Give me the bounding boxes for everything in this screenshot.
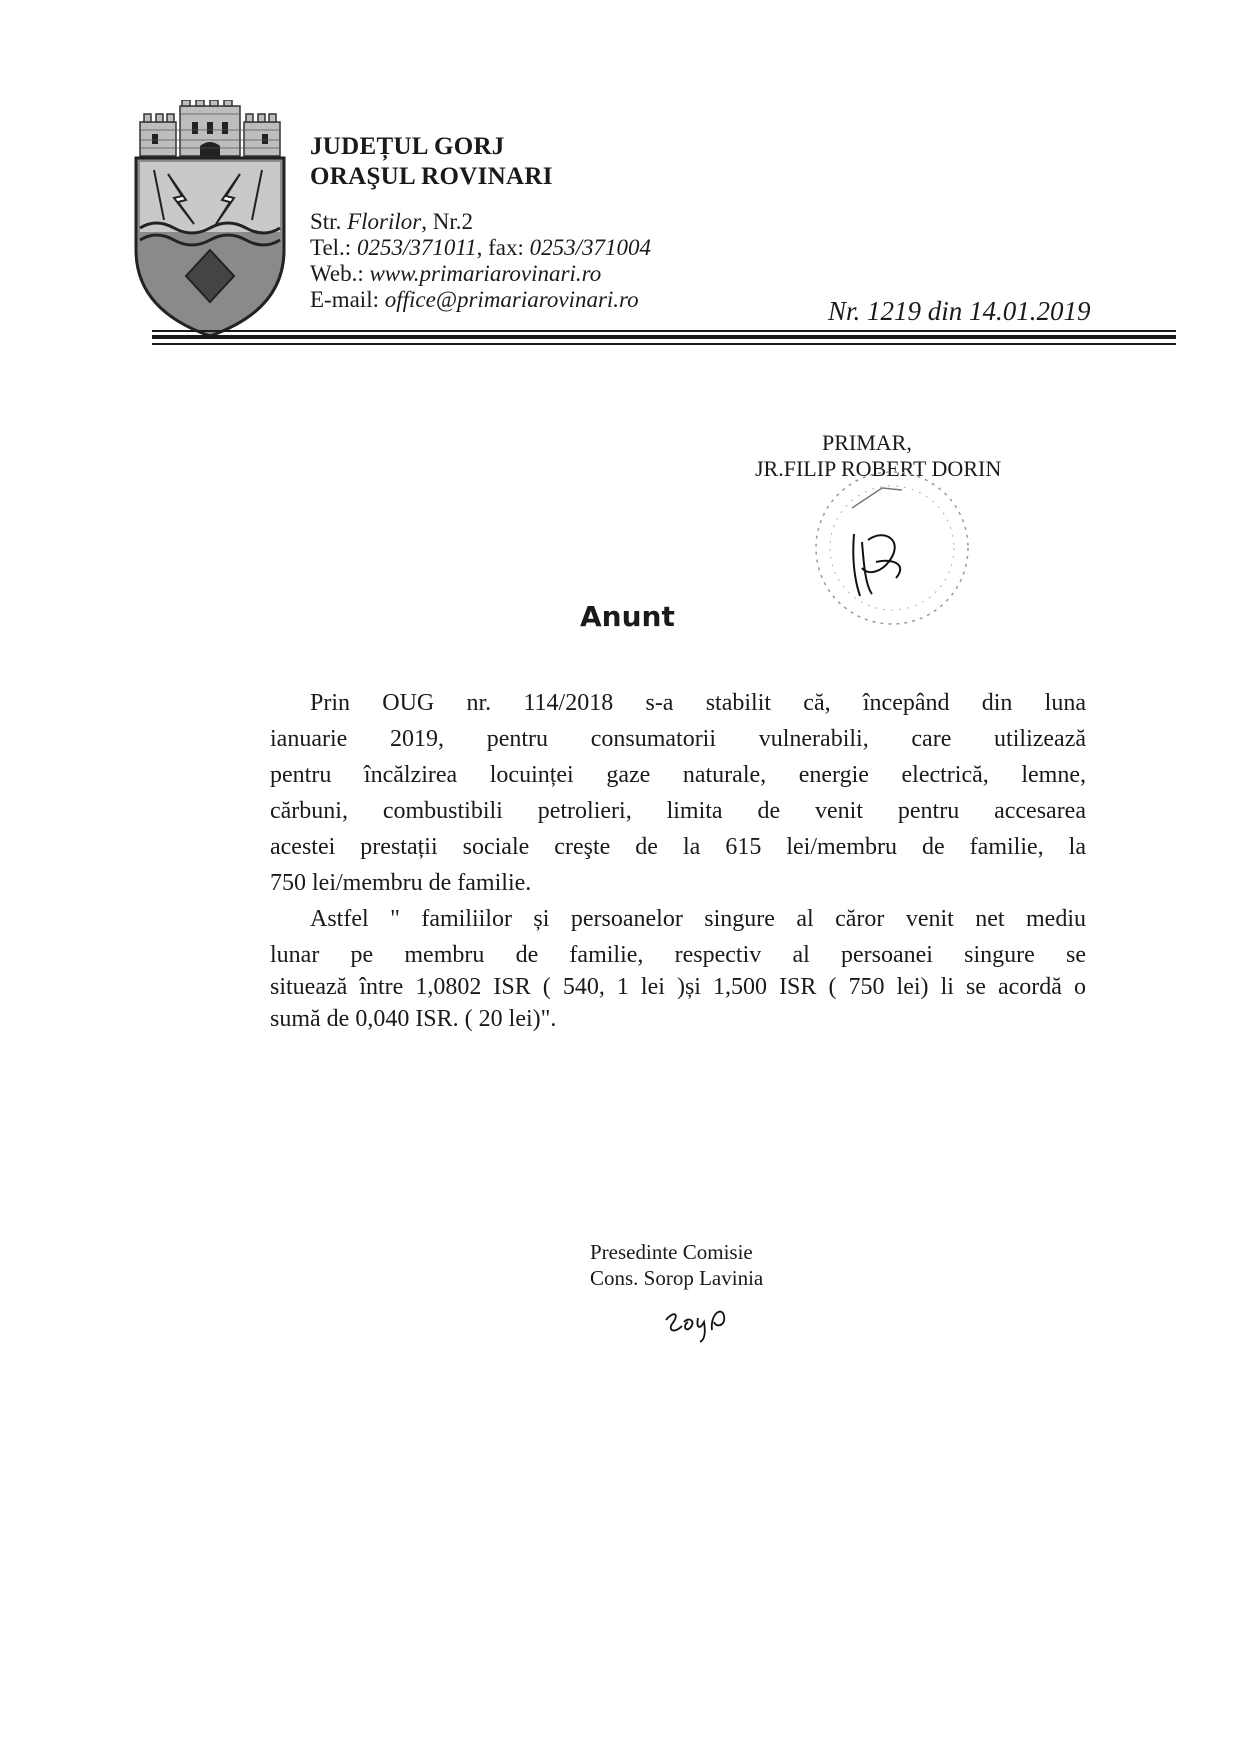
body-line-4: cărbuni, combustibili petrolieri, limita de venit pentru accesarea — [270, 798, 1086, 824]
address-number: , Nr.2 — [421, 209, 473, 234]
header-phone — [310, 234, 651, 262]
header-town: ORAŞUL ROVINARI — [310, 163, 553, 190]
body-line-3: pentru încălzirea locuinței gaze naturale, energie electrică, lemne, — [270, 762, 1086, 788]
body-line-5: acestei prestații sociale creşte de la 615 lei/membru de familie, la — [270, 834, 1086, 860]
header-rule-top — [152, 330, 1176, 332]
web-label: Web.: — [310, 261, 370, 286]
tel-label: Tel.: — [310, 235, 357, 260]
signatory-handwritten-signature — [660, 1300, 740, 1344]
mayor-title: PRIMAR, — [822, 430, 912, 455]
header-email — [310, 286, 639, 314]
header-rule-bottom — [152, 343, 1176, 345]
address-street: Florilor — [347, 209, 422, 234]
body-line-7: Astfel " familiilor și persoanelor singure al căror venit net mediu — [310, 906, 1086, 932]
body-line-9: situează între 1,0802 ISR ( 540, 1 lei )și 1,500 ISR ( 750 lei) li se acordă o — [270, 974, 1086, 1000]
address-label: Str. — [310, 209, 348, 234]
town-coat-of-arms — [134, 100, 286, 340]
body-line-1: Prin OUG nr. 114/2018 s-a stabilit că, începând din luna — [310, 690, 1086, 716]
body-line-8: lunar pe membru de familie, respectiv al persoanei singure se — [270, 942, 1086, 968]
mayor-name: JR.FILIP ROBERT DORIN — [755, 456, 1002, 481]
document-title: Anunt — [580, 600, 675, 633]
tel-value: 0253/371011 — [356, 235, 477, 260]
header-web — [310, 260, 601, 288]
email-label: E-mail: — [310, 287, 385, 312]
mayor-stamp-signature — [792, 468, 992, 634]
body-line-10: sumă de 0,040 ISR. ( 20 lei)". — [270, 1006, 557, 1032]
registration-number: Nr. 1219 din 14.01.2019 — [828, 296, 1091, 326]
body-line-6: 750 lei/membru de familie. — [270, 870, 532, 896]
header-county: JUDEȚUL GORJ — [310, 133, 505, 160]
fax-label: , fax: — [476, 235, 530, 260]
body-line-2: ianuarie 2019, pentru consumatorii vulnerabili, care utilizează — [270, 726, 1086, 752]
email-value: office@primariarovinari.ro — [384, 287, 639, 312]
header-address — [310, 208, 473, 236]
fax-value: 0253/371004 — [529, 235, 652, 260]
signatory-name: Cons. Sorop Lavinia — [590, 1266, 764, 1290]
header-rule-middle — [152, 335, 1176, 339]
signatory-role: Presedinte Comisie — [590, 1240, 753, 1264]
web-value: www.primariarovinari.ro — [369, 261, 602, 286]
